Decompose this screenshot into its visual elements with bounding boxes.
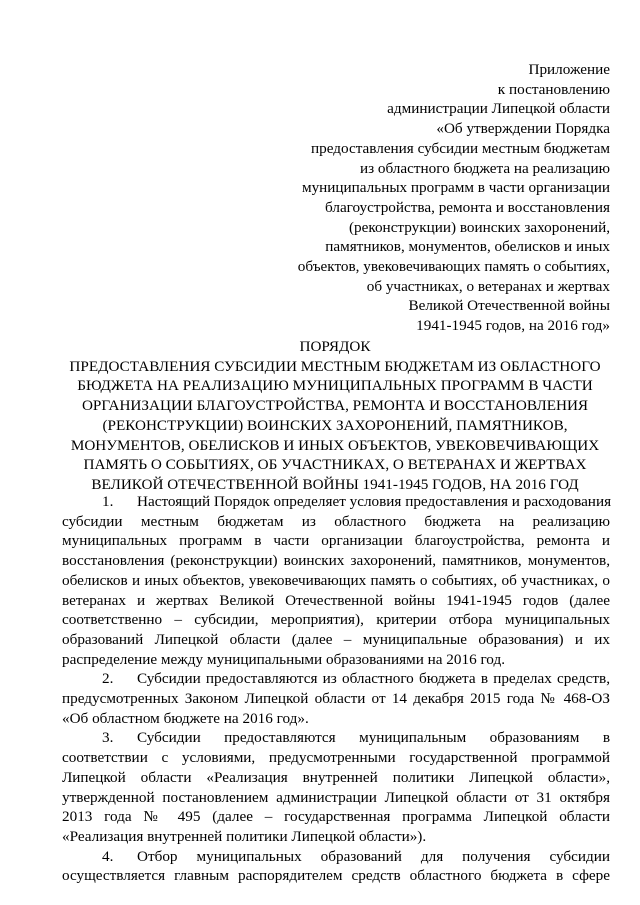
paragraph (62, 847, 610, 886)
paragraph-line: муниципальных программ в части организации благоустройства, ремонта и (62, 532, 610, 550)
paragraph-line: 2013 года № 495 (далее – государственная программа Липецкой области (62, 808, 610, 826)
paragraph-number: 2. (102, 670, 114, 688)
appendix-line: Великой Отечественной войны (408, 297, 610, 315)
appendix-line: предоставления субсидии местным бюджетам (311, 139, 610, 157)
appendix-line: администрации Липецкой области (387, 100, 610, 118)
title-line: ОРГАНИЗАЦИИ БЛАГОУСТРОЙСТВА, РЕМОНТА И ВОССТАНОВЛЕНИЯ (81, 397, 589, 415)
appendix-line: памятников, монументов, обелисков и иных (325, 238, 610, 256)
paragraph-line: обелисков и иных объектов, увековечивающих память о событиях, об участниках, о (62, 571, 610, 589)
title-lines (50, 357, 620, 495)
paragraph-line: «Реализация внутренней политики Липецкой области»). (62, 827, 427, 845)
paragraph-line: субсидии местным бюджетам из областного бюджета на реализацию (62, 512, 610, 530)
paragraph-line: соответствии с условиями, предусмотренными государственной программой (62, 749, 610, 767)
paragraph (62, 669, 610, 728)
appendix-line: муниципальных программ в части организации (301, 179, 610, 197)
document-title (50, 337, 620, 495)
appendix-line: объектов, увековечивающих память о событиях, (297, 258, 610, 276)
title-line: БЮДЖЕТА НА РЕАЛИЗАЦИЮ МУНИЦИПАЛЬНЫХ ПРОГРАММ В ЧАСТИ (77, 377, 593, 395)
title-line: ПРЕДОСТАВЛЕНИЯ СУБСИДИИ МЕСТНЫМ БЮДЖЕТАМ ИЗ ОБЛАСТНОГО (69, 357, 601, 375)
paragraph-line: распределение между муниципальными образованиями на 2016 год. (62, 650, 505, 668)
title-line: (РЕКОНСТРУКЦИИ) ВОИНСКИХ ЗАХОРОНЕНИЙ, ПАМЯТНИКОВ, (102, 416, 568, 434)
paragraph-line: образований Липецкой области (далее – муниципальные образования) и их (62, 630, 610, 648)
paragraph-number: 3. (102, 729, 114, 747)
paragraph-line: предусмотренных Законом Липецкой области от 14 декабря 2015 года № 468-ОЗ (62, 690, 610, 708)
appendix-line: Приложение (528, 61, 610, 78)
paragraph-line (62, 847, 610, 867)
paragraph-line: соответственно – субсидии, мероприятия), критерии отбора муниципальных (62, 611, 610, 629)
paragraph-text: Субсидии предоставляются из областного бюджета в пределах средств, (137, 670, 610, 688)
appendix-line: из областного бюджета на реализацию (359, 159, 610, 177)
document-body (62, 492, 610, 886)
appendix-line: 1941-1945 годов, на 2016 год» (416, 317, 610, 335)
paragraph-line: «Об областном бюджете на 2016 год». (62, 709, 309, 727)
paragraph-text: Отбор муниципальных образований для получения субсидии (137, 847, 610, 865)
appendix-header (250, 60, 610, 336)
appendix-line: (реконструкции) воинских захоронений, (348, 218, 610, 236)
appendix-line: «Об утверждении Порядка (436, 120, 610, 138)
paragraph-number: 4. (102, 847, 114, 865)
paragraph-number: 1. (102, 493, 114, 510)
paragraph-text: Субсидии предоставляются муниципальным образованиям в (137, 729, 610, 747)
title-line: ПАМЯТЬ О СОБЫТИЯХ, ОБ УЧАСТНИКАХ, О ВЕТЕРАНАХ И ЖЕРТВАХ (83, 456, 587, 474)
paragraph-line (62, 669, 610, 689)
paragraph (62, 492, 610, 669)
appendix-line: об участниках, о ветеранах и жертвах (366, 277, 610, 295)
title-line: МОНУМЕНТОВ, ОБЕЛИСКОВ И ИНЫХ ОБЪЕКТОВ, УВЕКОВЕЧИВАЮЩИХ (70, 436, 600, 454)
title-heading: ПОРЯДОК (299, 338, 371, 355)
paragraph-line: восстановления (реконструкции) воинских захоронений, памятников, монументов, (62, 552, 610, 570)
title-line: ВЕЛИКОЙ ОТЕЧЕСТВЕННОЙ ВОЙНЫ 1941-1945 ГОДОВ, НА 2016 ГОД (91, 475, 579, 493)
paragraph-line (62, 492, 610, 512)
paragraph-line: ветеранах и жертвах Великой Отечественной войны 1941-1945 годов (далее (62, 591, 610, 609)
paragraph (62, 728, 610, 846)
paragraph-text: Настоящий Порядок определяет условия предоставления и расходования (137, 493, 612, 510)
appendix-line: благоустройства, ремонта и восстановления (325, 198, 610, 216)
paragraph-line (62, 728, 610, 748)
paragraph-line: осуществляется главным распорядителем средств областного бюджета в сфере (62, 867, 610, 885)
paragraph-line: утвержденной постановлением администрации Липецкой области от 31 октября (62, 788, 610, 806)
appendix-line: к постановлению (497, 80, 610, 98)
paragraph-line: Липецкой области «Реализация внутренней политики Липецкой области», (62, 768, 610, 786)
